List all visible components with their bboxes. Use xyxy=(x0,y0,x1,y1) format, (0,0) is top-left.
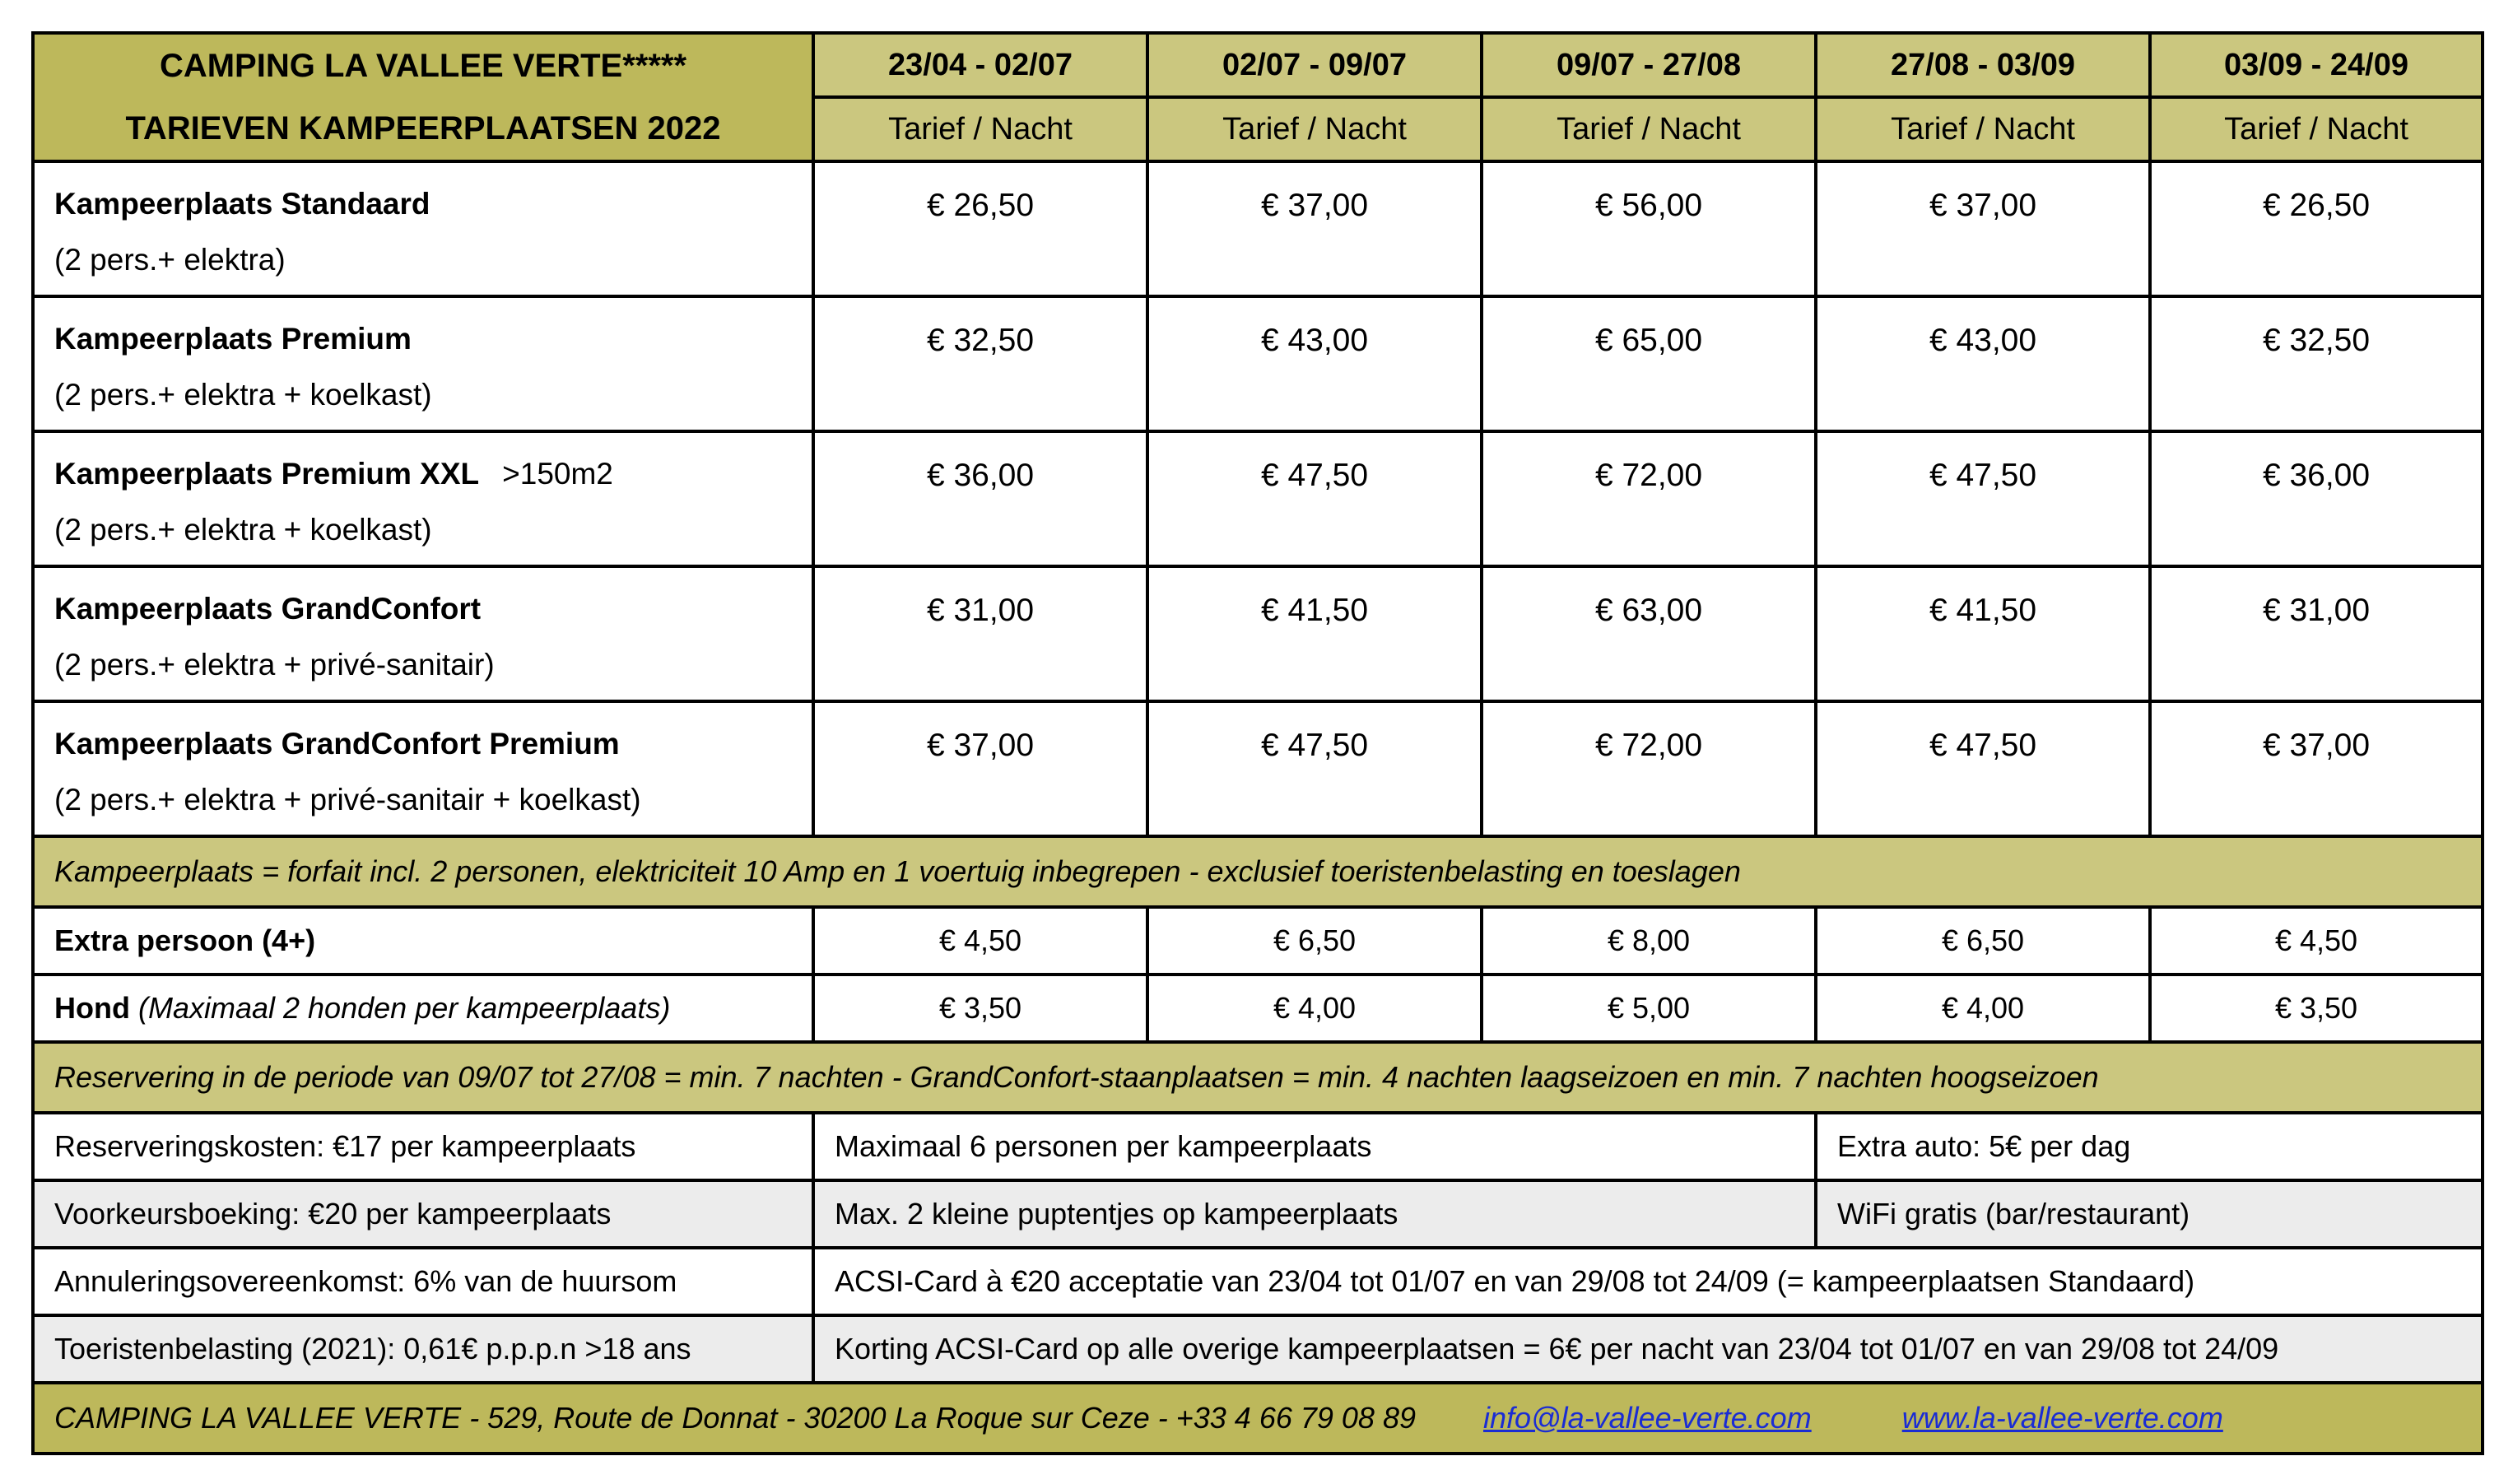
price-cell: € 37,00 xyxy=(813,701,1147,836)
price-cell: € 72,00 xyxy=(1482,431,1816,566)
price-cell: € 26,50 xyxy=(2150,161,2483,296)
price-cell: € 47,50 xyxy=(1147,431,1482,566)
rate-label: Tarief / Nacht xyxy=(2150,97,2483,161)
extra-price-cell: € 4,00 xyxy=(1147,975,1482,1042)
price-cell: € 47,50 xyxy=(1816,431,2150,566)
rate-label: Tarief / Nacht xyxy=(1482,97,1816,161)
category-row-premium-xxl xyxy=(33,431,2483,566)
extra-row-dog xyxy=(33,975,2483,1042)
info-cell: Korting ACSI-Card op alle overige kampeerplaatsen = 6€ per nacht van 23/04 tot 01/07 en van 29/08 tot 24/09 xyxy=(813,1315,2483,1383)
website-link[interactable]: www.la-vallee-verte.com xyxy=(1901,1401,2223,1435)
rate-label: Tarief / Nacht xyxy=(1147,97,1482,161)
category-row-grandconfort-premium xyxy=(33,701,2483,836)
category-description: (2 pers.+ elektra + koelkast) xyxy=(54,513,432,547)
period-header: 03/09 - 24/09 xyxy=(2150,33,2483,97)
price-cell: € 36,00 xyxy=(2150,431,2483,566)
price-cell: € 26,50 xyxy=(813,161,1147,296)
price-cell: € 32,50 xyxy=(2150,296,2483,431)
price-cell: € 41,50 xyxy=(1816,566,2150,701)
extra-price-cell: € 3,50 xyxy=(813,975,1147,1042)
extra-label: Extra persoon (4+) xyxy=(54,923,316,957)
extra-price-cell: € 5,00 xyxy=(1482,975,1816,1042)
category-cell xyxy=(33,296,813,431)
category-description: (2 pers.+ elektra + koelkast) xyxy=(54,378,432,412)
tariff-sheet xyxy=(31,31,2481,1455)
category-cell xyxy=(33,566,813,701)
price-cell: € 56,00 xyxy=(1482,161,1816,296)
price-cell: € 36,00 xyxy=(813,431,1147,566)
extra-label: Hond xyxy=(54,991,130,1025)
price-cell: € 37,00 xyxy=(1147,161,1482,296)
footer-cell xyxy=(33,1383,2483,1454)
category-cell xyxy=(33,161,813,296)
extra-price-cell: € 4,50 xyxy=(813,907,1147,975)
info-cell: Maximaal 6 personen per kampeerplaats xyxy=(813,1113,1816,1180)
info-cell: Toeristenbelasting (2021): 0,61€ p.p.p.n >18 ans xyxy=(33,1315,813,1383)
category-name: Kampeerplaats Premium XXL >150m2 xyxy=(54,457,613,491)
category-size-note: >150m2 xyxy=(502,457,613,491)
period-header: 27/08 - 03/09 xyxy=(1816,33,2150,97)
category-description: (2 pers.+ elektra) xyxy=(54,243,286,277)
info-cell: WiFi gratis (bar/restaurant) xyxy=(1816,1180,2483,1248)
extra-price-cell: € 6,50 xyxy=(1816,907,2150,975)
price-cell: € 43,00 xyxy=(1147,296,1482,431)
camping-title: CAMPING LA VALLEE VERTE***** xyxy=(159,48,687,84)
reservation-note: Reservering in de periode van 09/07 tot 27/08 = min. 7 nachten - GrandConfort-staanplaatsen = min. 4 nachten laagseizoen en min. 7 nachten hoogseizoen xyxy=(33,1042,2483,1113)
extra-price-cell: € 3,50 xyxy=(2150,975,2483,1042)
note-row-reservation xyxy=(33,1042,2483,1113)
period-header: 23/04 - 02/07 xyxy=(813,33,1147,97)
rate-label: Tarief / Nacht xyxy=(813,97,1147,161)
info-cell: Max. 2 kleine puptentjes op kampeerplaats xyxy=(813,1180,1816,1248)
title-cell xyxy=(33,33,813,161)
info-cell: Extra auto: 5€ per dag xyxy=(1816,1113,2483,1180)
category-name: Kampeerplaats GrandConfort xyxy=(54,592,482,626)
price-cell: € 41,50 xyxy=(1147,566,1482,701)
note-row-forfait xyxy=(33,836,2483,907)
category-row-premium xyxy=(33,296,2483,431)
info-cell: Voorkeursboeking: €20 per kampeerplaats xyxy=(33,1180,813,1248)
extra-price-cell: € 8,00 xyxy=(1482,907,1816,975)
category-row-standaard xyxy=(33,161,2483,296)
price-cell: € 31,00 xyxy=(813,566,1147,701)
rate-label: Tarief / Nacht xyxy=(1816,97,2150,161)
price-cell: € 65,00 xyxy=(1482,296,1816,431)
email-link[interactable]: info@la-vallee-verte.com xyxy=(1483,1401,1812,1435)
extra-price-cell: € 6,50 xyxy=(1147,907,1482,975)
price-cell: € 37,00 xyxy=(1816,161,2150,296)
extra-label-cell xyxy=(33,907,813,975)
info-row xyxy=(33,1113,2483,1180)
price-cell: € 32,50 xyxy=(813,296,1147,431)
category-name: Kampeerplaats Premium xyxy=(54,322,412,356)
price-cell: € 43,00 xyxy=(1816,296,2150,431)
info-cell: Annuleringsovereenkomst: 6% van de huursom xyxy=(33,1248,813,1315)
info-cell: ACSI-Card à €20 acceptatie van 23/04 tot 01/07 en van 29/08 tot 24/09 (= kampeerplaatsen Standaard) xyxy=(813,1248,2483,1315)
category-name: Kampeerplaats Standaard xyxy=(54,187,430,221)
info-row xyxy=(33,1180,2483,1248)
extra-price-cell: € 4,00 xyxy=(1816,975,2150,1042)
price-cell: € 72,00 xyxy=(1482,701,1816,836)
header-row-periods xyxy=(33,33,2483,97)
price-cell: € 37,00 xyxy=(2150,701,2483,836)
category-row-grandconfort xyxy=(33,566,2483,701)
info-row xyxy=(33,1315,2483,1383)
extra-label-cell xyxy=(33,975,813,1042)
category-description: (2 pers.+ elektra + privé-sanitair + koelkast) xyxy=(54,783,641,816)
footer-address: CAMPING LA VALLEE VERTE - 529, Route de Donnat - 30200 La Roque sur Ceze - +33 4 66 79 08 89 xyxy=(54,1401,1416,1435)
extra-row-person xyxy=(33,907,2483,975)
price-cell: € 47,50 xyxy=(1816,701,2150,836)
footer-row xyxy=(33,1383,2483,1454)
category-cell xyxy=(33,431,813,566)
period-header: 09/07 - 27/08 xyxy=(1482,33,1816,97)
category-cell xyxy=(33,701,813,836)
category-name: Kampeerplaats GrandConfort Premium xyxy=(54,727,620,761)
price-cell: € 47,50 xyxy=(1147,701,1482,836)
category-description: (2 pers.+ elektra + privé-sanitair) xyxy=(54,648,495,682)
forfait-note: Kampeerplaats = forfait incl. 2 personen, elektriciteit 10 Amp en 1 voertuig inbegrepen - exclusief toeristenbelasting en toeslagen xyxy=(33,836,2483,907)
extra-label-note: (Maximaal 2 honden per kampeerplaats) xyxy=(137,991,671,1025)
period-header: 02/07 - 09/07 xyxy=(1147,33,1482,97)
tariff-subtitle: TARIEVEN KAMPEERPLAATSEN 2022 xyxy=(125,110,721,147)
price-cell: € 63,00 xyxy=(1482,566,1816,701)
info-cell: Reserveringskosten: €17 per kampeerplaats xyxy=(33,1113,813,1180)
price-cell: € 31,00 xyxy=(2150,566,2483,701)
tariff-table xyxy=(31,31,2484,1455)
extra-price-cell: € 4,50 xyxy=(2150,907,2483,975)
info-row xyxy=(33,1248,2483,1315)
